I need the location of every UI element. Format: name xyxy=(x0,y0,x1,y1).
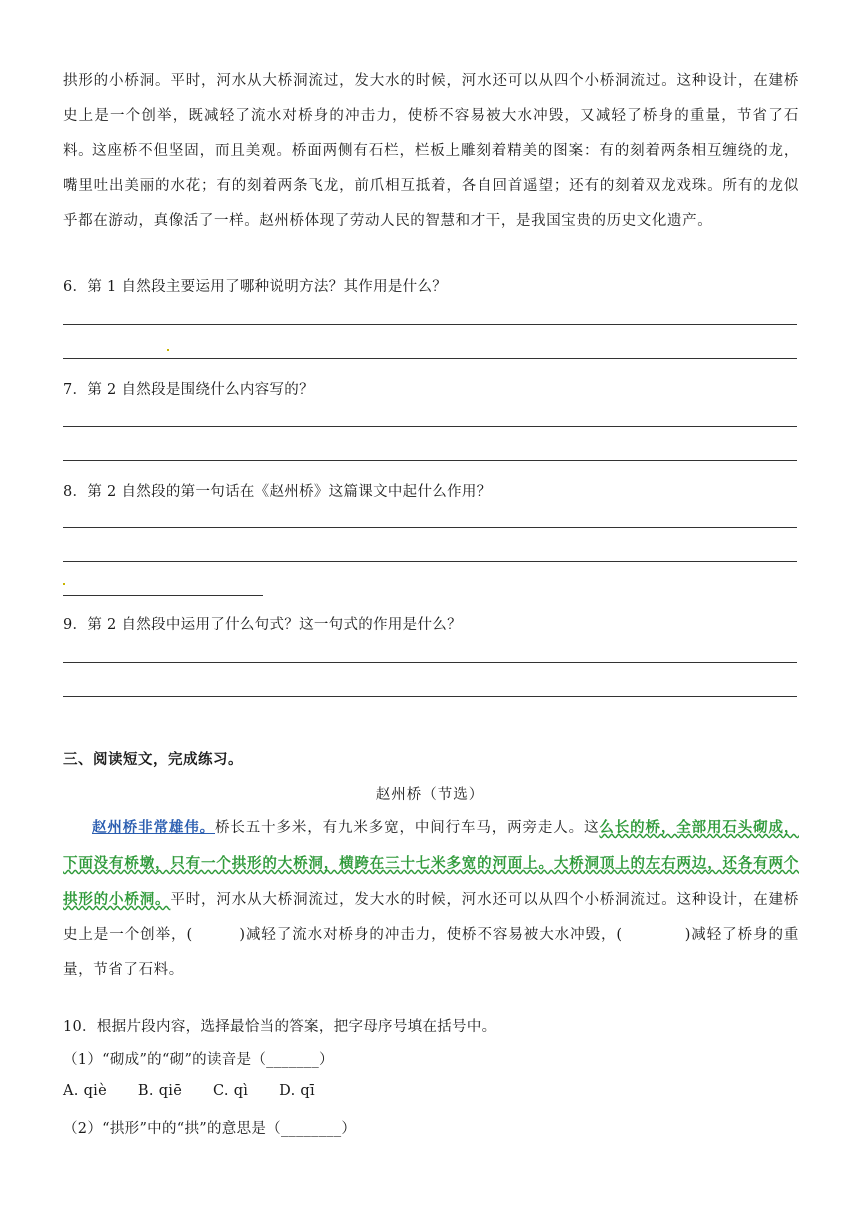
question-10: 10．根据片段内容，选择最恰当的答案，把字母序号填在括号中。 xyxy=(63,1019,497,1035)
question-10-sub2: （2）“拱形”中的“拱”的意思是（________） xyxy=(63,1121,357,1137)
question-9: 9．第 2 自然段中运用了什么句式？这一句式的作用是什么？ xyxy=(63,617,462,633)
highlight-sentence-blue: 赵州桥非常雄伟。 xyxy=(92,819,215,836)
section3-passage xyxy=(63,810,799,988)
answer-line[interactable] xyxy=(63,324,797,325)
highlight-sentence-green: 么长的桥，全部用石头砌成，下面没有桥墩，只有一个拱形的大桥洞，横跨在三十七米多宽的河面上。大桥洞顶上的左右两边，还各有两个拱形的小桥洞。 xyxy=(63,819,799,908)
piece-title: 赵州桥（节选） xyxy=(375,787,485,803)
answer-line[interactable] xyxy=(63,358,797,359)
option-c[interactable]: C. qì xyxy=(213,1083,249,1099)
option-a[interactable]: A. qiè xyxy=(63,1083,107,1099)
option-b[interactable]: B. qiē xyxy=(137,1083,183,1099)
passage-paragraph-1-tail: 拱形的小桥洞。平时，河水从大桥洞流过，发大水的时候，河水还可以从四个小桥洞流过。这种设计，在建桥史上是一个创举，既减轻了流水对桥身的冲击力，使桥不容易被大水冲毁，又减轻了桥身的重量，节省了石料。 xyxy=(63,73,799,159)
answer-line[interactable] xyxy=(63,426,797,427)
answer-line[interactable] xyxy=(63,460,797,461)
question-6: 6．第 1 自然段主要运用了哪种说明方法？其作用是什么？ xyxy=(63,279,448,295)
answer-line-short[interactable] xyxy=(63,595,263,596)
stray-mark xyxy=(167,349,169,351)
question-7: 7．第 2 自然段是围绕什么内容写的？ xyxy=(63,382,314,398)
answer-line[interactable] xyxy=(63,662,797,663)
passage-text: 平时，河水从大桥洞流过，发大水的时候，河水还可以从四个小桥洞流过。这种设计，在建桥史上是一个创举，( )减轻了流水对桥身的冲击力，使桥不容易被大水冲毁，( )减轻了桥身的重量，节省了石料。 xyxy=(63,892,799,978)
stray-mark xyxy=(63,583,65,585)
section-title: 三、阅读短文，完成练习。 xyxy=(63,751,243,768)
question-10-options xyxy=(63,1083,341,1099)
passage-paragraph-2: 这座桥不但坚固，而且美观。桥面两侧有石栏，栏板上雕刻着精美的图案：有的刻着两条相互缠绕的龙，嘴里吐出美丽的水花；有的刻着两条飞龙，前爪相互抵着，各自回首遥望；还有的刻着双龙戏珠。所有的龙似乎都在游动，真像活了一样。赵州桥体现了劳动人民的智慧和才干，是我国宝贵的历史文化遗产。 xyxy=(63,143,799,229)
passage-text: 桥长五十多米，有九米多宽，中间行车马，两旁走人。这 xyxy=(215,820,600,836)
question-8: 8．第 2 自然段的第一句话在《赵州桥》这篇课文中起什么作用？ xyxy=(63,484,492,500)
option-d[interactable]: D. qī xyxy=(279,1083,315,1099)
answer-line[interactable] xyxy=(63,527,797,528)
question-10-sub1: （1）“砌成”的“砌”的读音是（_______） xyxy=(63,1052,334,1068)
answer-line[interactable] xyxy=(63,696,797,697)
answer-line[interactable] xyxy=(63,561,797,562)
